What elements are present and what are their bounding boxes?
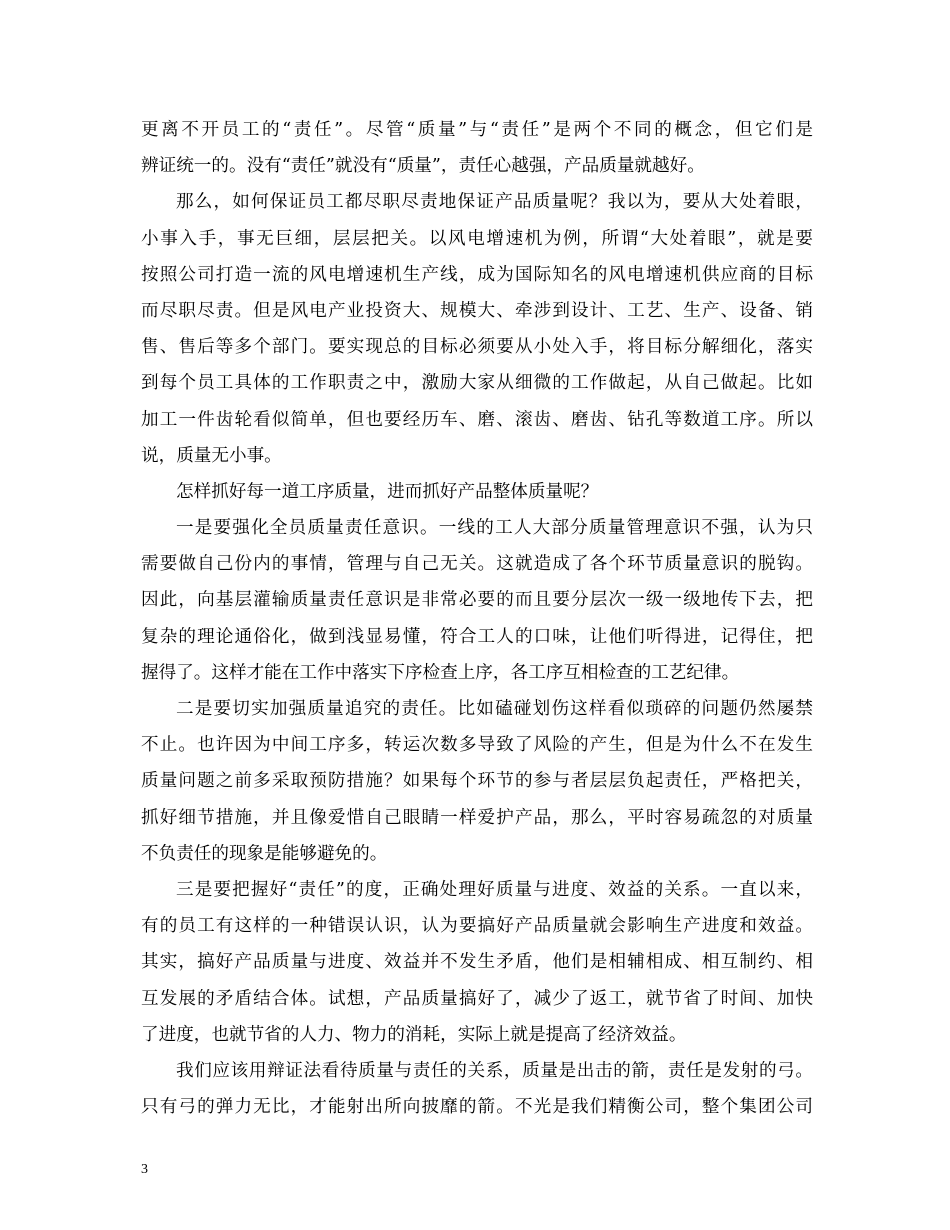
text-line: 复杂的理论通俗化，做到浅显易懂，符合工人的口味，让他们听得进，记得住，把 bbox=[141, 626, 813, 647]
text-line: 了进度，也就节省的人力、物力的消耗，实际上就是提高了经济效益。 bbox=[141, 1024, 687, 1045]
paragraph-start-line: 怎样抓好每一道工序质量，进而抓好产品整体质量呢？ bbox=[176, 481, 599, 502]
text-line: 说，质量无小事。 bbox=[141, 445, 282, 466]
text-line: 互发展的矛盾结合体。试想，产品质量搞好了，减少了返工，就节省了时间、加快 bbox=[141, 988, 813, 1009]
text-line: 加工一件齿轮看似简单，但也要经历车、磨、滚齿、磨齿、钻孔等数道工序。所以 bbox=[141, 409, 813, 430]
paragraph-start-line: 二是要切实加强质量追究的责任。比如磕碰划伤这样看似琐碎的问题仍然屡禁 bbox=[176, 699, 813, 719]
text-line: 其实，搞好产品质量与进度、效益并不发生矛盾，他们是相辅相成、相互制约、相 bbox=[141, 952, 813, 973]
text-line: 不负责任的现象是能够避免的。 bbox=[141, 843, 388, 864]
paragraph-start-line: 三是要把握好“责任”的度，正确处理好质量与进度、效益的关系。一直以来， bbox=[176, 879, 813, 900]
text-line: 有的员工有这样的一种错误认识，认为要搞好产品质量就会影响生产进度和效益。 bbox=[141, 916, 813, 937]
paragraph-start-line: 我们应该用辩证法看待质量与责任的关系，质量是出击的箭，责任是发射的弓。 bbox=[176, 1060, 813, 1081]
text-line: 只有弓的弹力无比，才能射出所向披靡的箭。不光是我们精衡公司，整个集团公司 bbox=[141, 1097, 813, 1118]
text-line: 到每个员工具体的工作职责之中，激励大家从细微的工作做起，从自己做起。比如 bbox=[141, 373, 813, 394]
text-line: 不止。也许因为中间工序多，转运次数多导致了风险的产生，但是为什么不在发生 bbox=[141, 735, 813, 756]
paragraph-start-line: 一是要强化全员质量责任意识。一线的工人大部分质量管理意识不强，认为只 bbox=[176, 518, 813, 539]
text-line: 握得了。这样才能在工作中落实下序检查上序，各工序互相检查的工艺纪律。 bbox=[141, 662, 740, 683]
text-line: 质量问题之前多采取预防措施？如果每个环节的参与者层层负起责任，严格把关， bbox=[141, 771, 813, 792]
text-line: 而尽职尽责。但是风电产业投资大、规模大、牵涉到设计、工艺、生产、设备、销 bbox=[141, 300, 813, 321]
text-line: 售、售后等多个部门。要实现总的目标必须要从小处入手，将目标分解细化，落实 bbox=[141, 337, 813, 358]
text-line: 更离不开员工的“责任”。尽管“质量”与“责任”是两个不同的概念，但它们是 bbox=[141, 120, 813, 140]
text-line: 按照公司打造一流的风电增速机生产线，成为国际知名的风电增速机供应商的目标 bbox=[141, 264, 813, 285]
body-text bbox=[141, 112, 813, 1125]
text-line: 因此，向基层灌输质量责任意识是非常必要的而且要分层次一级一级地传下去，把 bbox=[141, 590, 813, 611]
paragraph-start-line: 那么，如何保证员工都尽职尽责地保证产品质量呢？我以为，要从大处着眼， bbox=[176, 192, 813, 213]
text-line: 小事入手，事无巨细，层层把关。以风电增速机为例，所谓“大处着眼”，就是要 bbox=[141, 228, 813, 249]
text-line: 需要做自己份内的事情，管理与自己无关。这就造成了各个环节质量意识的脱钩。 bbox=[141, 554, 813, 575]
text-line: 抓好细节措施，并且像爱惜自己眼睛一样爱护产品，那么，平时容易疏忽的对质量 bbox=[141, 807, 813, 828]
page-number: 3 bbox=[141, 1162, 148, 1177]
text-line: 辨证统一的。没有“责任”就没有“质量”，责任心越强，产品质量就越好。 bbox=[141, 156, 705, 177]
